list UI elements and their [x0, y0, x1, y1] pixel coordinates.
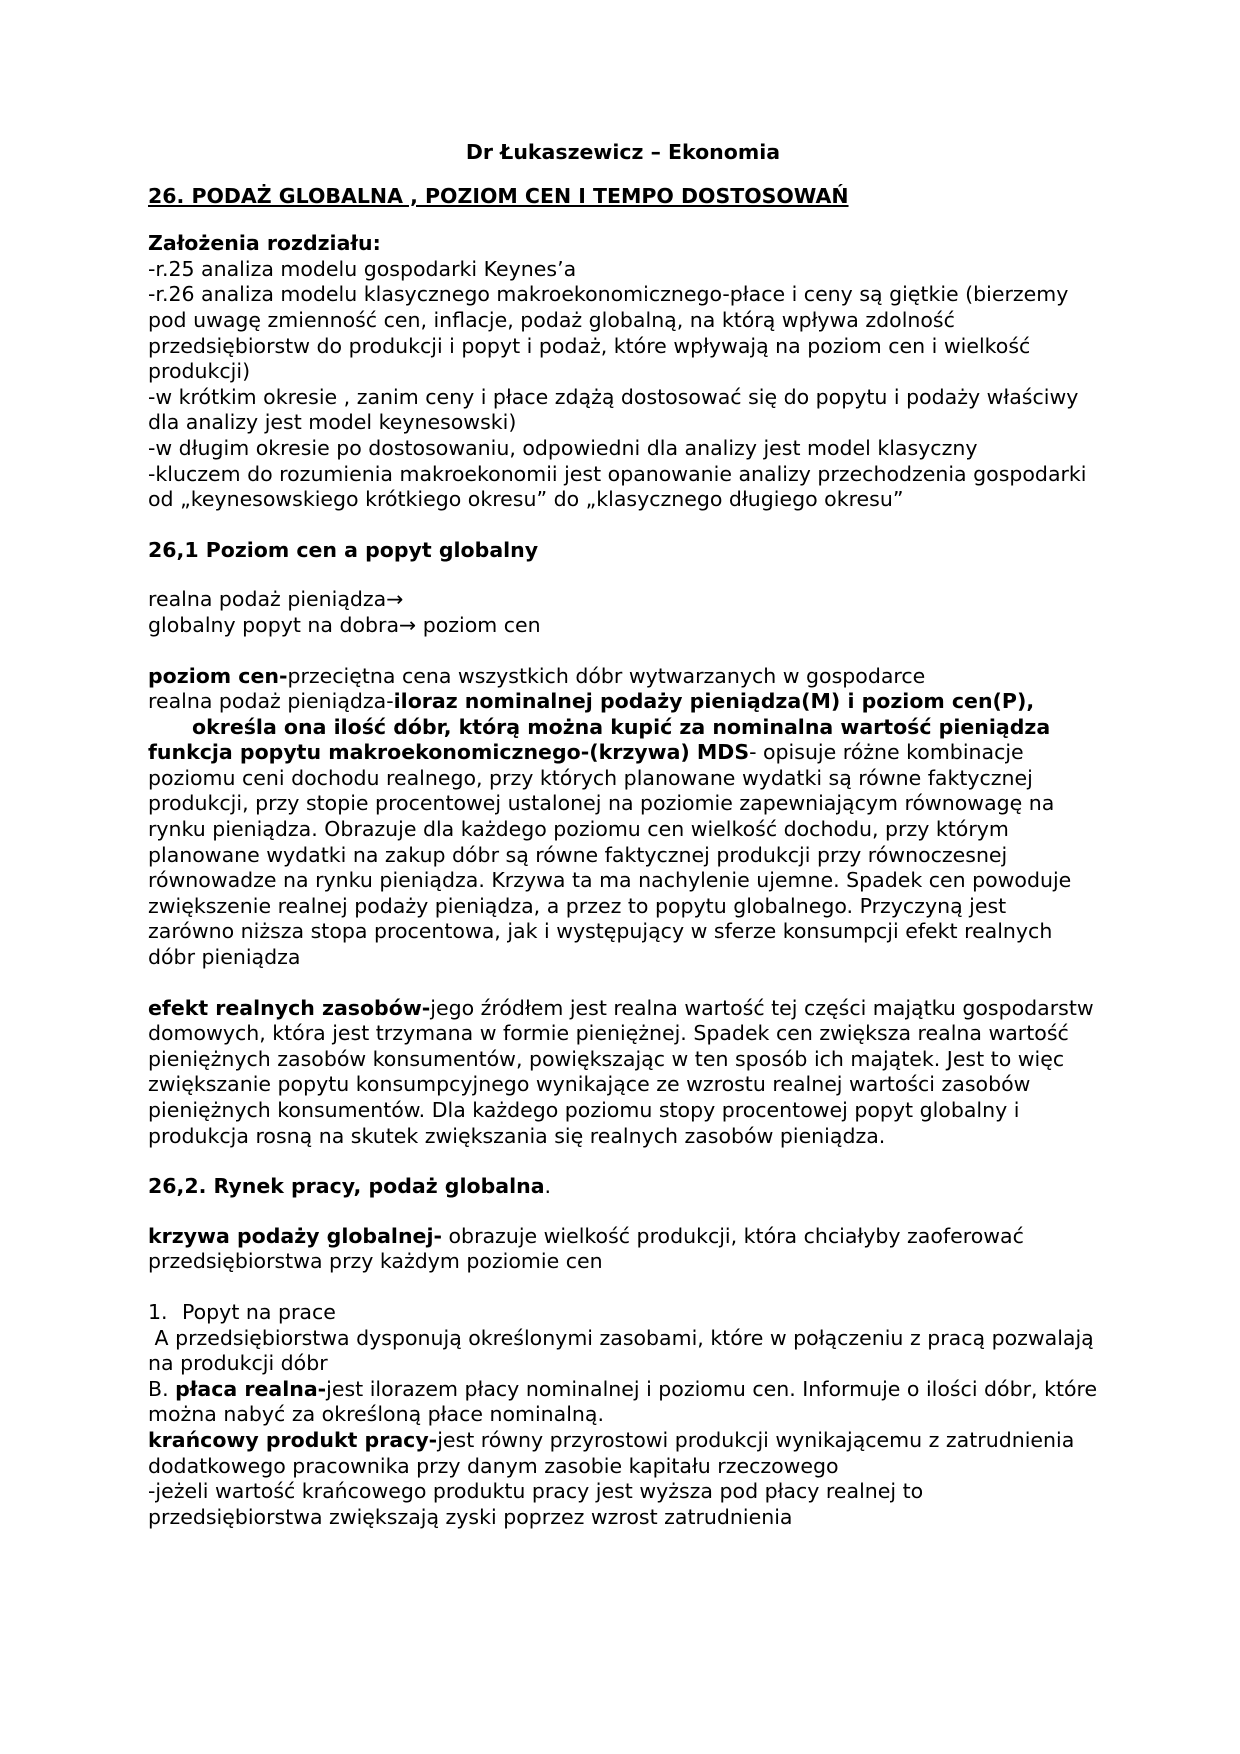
term: krzywa podaży globalnej-: [148, 1223, 442, 1248]
list-item: [148, 1300, 1098, 1326]
definition-bold-text: iloraz nominalnej podaży pieniądza(M) i poziom cen(P), określa ona ilość dóbr, którą można kupić za nominalna wartość pieniądza: [192, 689, 1051, 739]
flow-line: globalny popyt na dobra→ poziom cen: [148, 612, 541, 637]
definition-text: jego źródłem jest realna wartość tej części majątku gospodarstw domowych, która jest trzymana w formie pieniężnej. Spadek cen zwiększa realna wartość pieniężnych zasobów konsumentów, powiększając w ten sposób ich majątek. Jest to więc zwiększanie popytu konsumpcyjnego wynikające ze wzrostu realnej wartości zasobów pieniężnych konsumentów. Dla każdego poziomu stopy procentowej popyt globalny i produkcja rosną na skutek zwiększania się realnych zasobów pieniądza.: [148, 995, 1094, 1148]
section-title: 26,2. Rynek pracy, podaż globalna: [148, 1174, 545, 1199]
definition-text: obrazuje wielkość produkcji, która chciałyby zaoferować przedsiębiorstwa przy każdym poziomie cen: [148, 1223, 1024, 1274]
point-a: A przedsiębiorstwa dysponują określonymi zasobami, które w połączeniu z pracą pozwalają na produkcji dóbr: [148, 1325, 1101, 1376]
closing-line: -jeżeli wartość krańcowego produktu pracy jest wyższa pod płacy realnej to przedsiębiorstwa zwiększają zyski poprzez wzrost zatrudnienia: [148, 1479, 924, 1529]
document-title: Dr Łukaszewicz – Ekonomia: [465, 140, 781, 164]
document-page: [148, 140, 1101, 1530]
definition-text: jest ilorazem płacy nominalnej i poziomu cen. Informuje o ilości dóbr, które można nabyć za określoną płace nominalną.: [148, 1376, 1098, 1427]
chapter-heading: 26. PODAŻ GLOBALNA , POZIOM CEN I TEMPO DOSTOSOWAŃ: [148, 183, 849, 208]
assumption-line: -w długim okresie po dostosowaniu, odpowiedni dla analizy jest model klasyczny: [148, 435, 978, 460]
section-heading-26-1: 26,1 Poziom cen a popyt globalny: [148, 537, 539, 562]
point-label: B.: [148, 1376, 176, 1401]
term: poziom cen-: [148, 663, 288, 688]
assumption-line: -kluczem do rozumienia makroekonomii jest opanowanie analizy przechodzenia gospodarki od „keynesowskiego krótkiego okresu” do „klasycznego długiego okresu”: [148, 461, 1087, 512]
term: funkcja popytu makroekonomicznego-(krzywa) MDS: [148, 740, 750, 765]
definition-text: przeciętna cena wszystkich dóbr wytwarzanych w gospodarce: [287, 663, 926, 688]
definition-real-money-supply: [148, 689, 1098, 740]
assumption-line: -r.26 analiza modelu klasycznego makroekonomicznego-płace i ceny są giętkie (bierzemy pod uwagę zmienność cen, inflacje, podaż globalną, na którą wpływa zdolność przedsiębiorstw do produkcji i popyt i podaż, które wpływają na poziom cen i wielkość produkcji): [148, 282, 1069, 384]
section-title-dot: .: [544, 1174, 552, 1199]
section-heading-26-2: [148, 1174, 1098, 1200]
term: płaca realna-: [175, 1376, 327, 1401]
definition-text: - opisuje różne kombinacje poziomu ceni dochodu realnego, przy których planowane wydatki są równe faktycznej produkcji, przy stopie procentowej ustalonej na poziomie zapewniającym równowagę na rynku pieniądza. Obrazuje dla każdego poziomu cen wielkość dochodu, przy którym planowane wydatki na zakup dóbr są równe faktycznej produkcji przy równoczesnej równowadze na rynku pieniądza. Krzywa ta ma nachylenie ujemne. Spadek cen powoduje zwiększenie realnej podaży pieniądza, a przez to popytu globalnego. Przyczyną jest zarówno niższa stopa procentowa, jak i występujący w sferze konsumpcji efekt realnych dóbr pieniądza: [148, 740, 1072, 970]
flow-line: realna podaż pieniądza→: [148, 587, 404, 612]
definition-real-resources-effect: [148, 996, 1098, 1150]
point-b: [148, 1377, 1098, 1428]
definition-lead: realna podaż pieniądza-: [148, 689, 394, 714]
definition-marginal-product: [148, 1428, 1098, 1479]
assumption-line: -r.25 analiza modelu gospodarki Keynes’a: [148, 256, 577, 281]
definition-text: jest równy przyrostowi produkcji wynikającemu z zatrudnienia dodatkowego pracownika przy danym zasobie kapitału rzeczowego: [148, 1427, 1075, 1478]
assumptions-heading: Założenia rozdziału:: [148, 231, 381, 256]
definition-mds: [148, 740, 1098, 970]
assumption-line: -w krótkim okresie , zanim ceny i płace zdążą dostosować się do popytu i podaży właściwy dla analizy jest model keynesowski): [148, 384, 1079, 435]
list-number: 1.: [148, 1299, 168, 1324]
definition-aggregate-supply: [148, 1224, 1098, 1275]
definition-price-level: [148, 664, 1098, 690]
list-item-text: Popyt na prace: [182, 1299, 336, 1324]
term: efekt realnych zasobów-: [148, 995, 431, 1020]
term: krańcowy produkt pracy-: [148, 1427, 438, 1452]
